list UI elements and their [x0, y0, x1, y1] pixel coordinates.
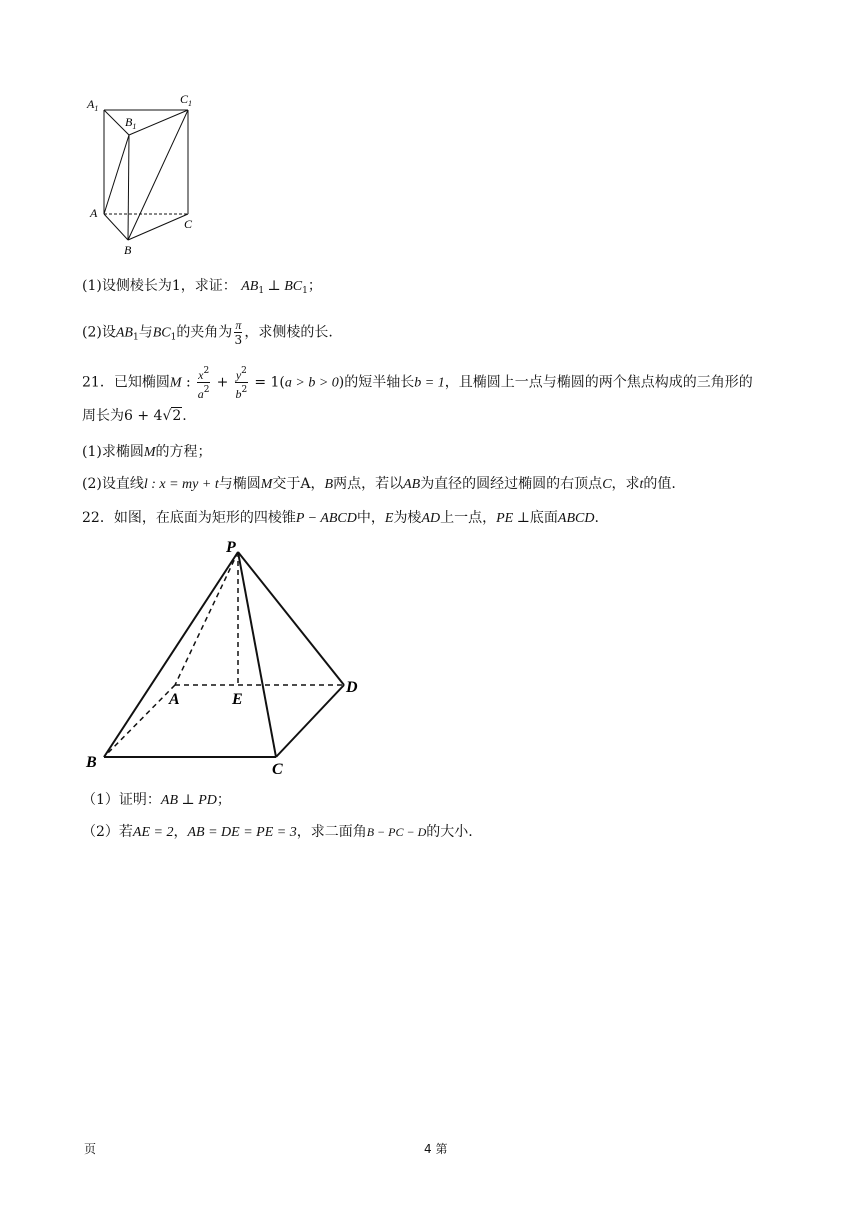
q21-part1: (1)求椭圆M的方程；	[82, 444, 212, 460]
footer-left: 页	[84, 1142, 97, 1156]
edge-pa-hidden	[175, 552, 238, 685]
q22-line: 22．如图，在底面为矩形的四棱锥P − ABCD中，E为棱AD上一点，PE ⊥底面ABCD.	[82, 510, 599, 526]
q22-part1: （1）证明：AB ⊥ PD；	[82, 792, 231, 808]
edge-cd	[276, 685, 344, 757]
edge-ab	[104, 214, 128, 240]
q22-part2: （2）若AE = 2，AB = DE = PE = 3，求二面角B − PC − D的大小.	[82, 824, 473, 840]
pi-over-3: $\frac{\pi}{3}$	[234, 318, 243, 347]
diag-bc1	[128, 110, 188, 240]
label-c: C	[184, 217, 193, 231]
label-p: P	[226, 539, 236, 556]
label-e: E	[232, 691, 243, 708]
label-a: A	[90, 206, 98, 220]
label-a: A	[169, 691, 180, 708]
label-c1: $C_1$	[180, 92, 193, 108]
prism-figure	[84, 90, 214, 260]
edge-pc	[238, 552, 276, 757]
edge-bc	[128, 214, 188, 240]
edge-b1c1	[129, 110, 188, 135]
label-c: C	[272, 761, 283, 778]
edge-pd	[238, 552, 344, 685]
q20-part2: (2)设$AB_1$与$BC_1$的夹角为 $\frac{\pi}{3}$ ，求侧棱的长.	[82, 318, 333, 347]
label-b: B	[86, 754, 97, 771]
edge-pb	[104, 552, 238, 757]
q21-line2: 周长为6 + 4√2.	[82, 408, 187, 424]
edge-bb1	[128, 135, 129, 240]
page-number: 4 第	[424, 1142, 448, 1156]
label-b: B	[124, 243, 132, 257]
label-b1: $B_1$	[125, 115, 137, 131]
label-d: D	[346, 679, 358, 696]
label-a1: $A_1$	[87, 97, 99, 113]
q21-line1: 21．已知椭圆M : $\frac{x^2}{a^2}$ + $\frac{y^2}{b^2}$ = 1(a > b > 0)的短半轴长b = 1，且椭圆上一点与椭圆的两个焦点构成的三角形的	[82, 366, 753, 401]
q21-part2: (2)设直线l : x = my + t与椭圆M交于A，B两点，若以AB为直径的圆经过椭圆的右顶点C，求t的值.	[82, 476, 676, 492]
edge-ab-hidden	[104, 685, 175, 757]
diag-ab1	[104, 135, 129, 214]
q20-part1: (1)设侧棱长为1，求证： $AB_1$ ⊥ $BC_1$；	[82, 278, 322, 296]
pyramid-figure	[80, 534, 380, 780]
